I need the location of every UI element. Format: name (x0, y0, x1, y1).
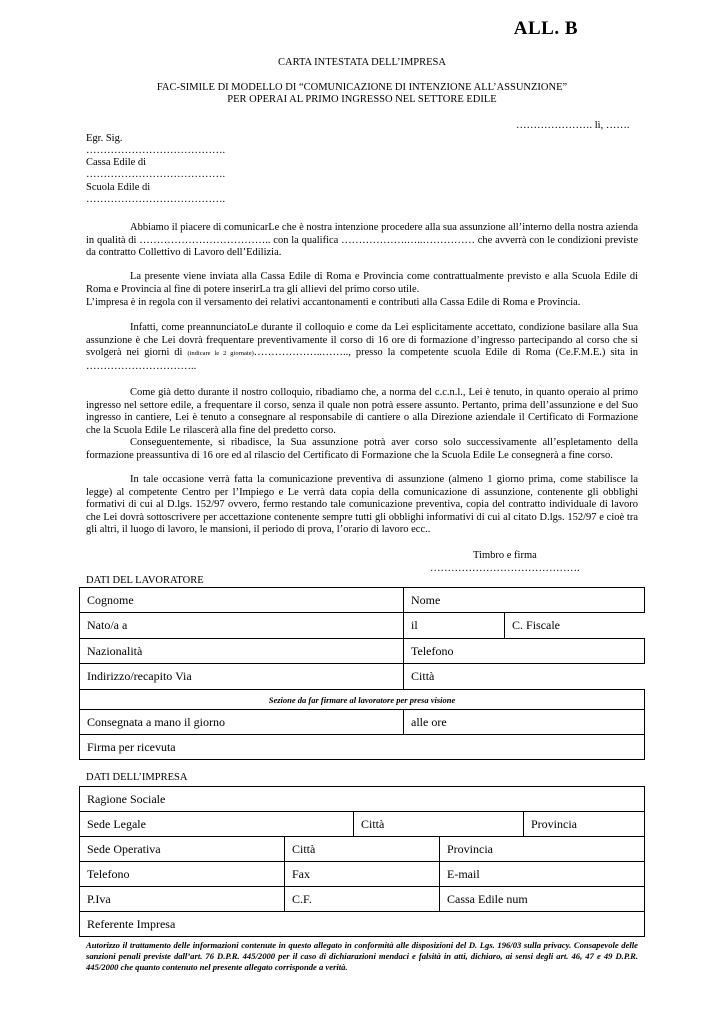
company-email-field[interactable]: E-mail (440, 862, 645, 887)
delivery-time-field[interactable]: alle ore (404, 710, 645, 735)
document-title-line1: FAC-SIMILE DI MODELLO DI “COMUNICAZIONE DI INTENZIONE ALL’ASSUNZIONE” (156, 82, 568, 93)
recipient-dots: …………………………………. (86, 145, 226, 156)
paragraph-2: La presente viene inviata alla Cassa Edile di Roma e Provincia come contrattualmente previsto e alla Scuola Edile di Roma e Provincia al fine di potere inserirLa tra gli allievi del primo corso utile. (86, 271, 638, 295)
company-fax-field[interactable]: Fax (285, 862, 440, 887)
stamp-signature-label: Timbro e firma (473, 550, 537, 561)
registered-province-field[interactable]: Provincia (524, 812, 645, 837)
company-name-field[interactable]: Ragione Sociale (80, 787, 645, 812)
worker-phone-field[interactable]: Telefono (404, 639, 645, 664)
cognome-field[interactable]: Cognome (80, 588, 404, 613)
worker-table (79, 587, 645, 760)
company-contact-field[interactable]: Referente Impresa (80, 912, 645, 937)
company-phone-field[interactable]: Telefono (80, 862, 285, 887)
vat-number-field[interactable]: P.Iva (80, 887, 285, 912)
scuola-edile-dots: …………………………………. (86, 194, 226, 205)
registered-office-field[interactable]: Sede Legale (80, 812, 354, 837)
address-field[interactable]: Indirizzo/recapito Via (80, 664, 404, 690)
paragraph-5: Conseguentemente, si ribadisce, la Sua assunzione potrà aver corso solo successivamente all’espletamento della formazione preassuntiva di 16 ore ed al rilascio del Certificato di Formazione che la Scuola Edile Le consegnerà a fine corso. (86, 437, 638, 461)
paragraph-3 (86, 322, 638, 373)
letterhead: CARTA INTESTATA DELL’IMPRESA (278, 57, 446, 68)
paragraph-2b: L’impresa è in regola con il versamento dei relativi accantonamenti e contributi alla Cassa Edile di Roma e Provincia. (86, 297, 581, 308)
operating-city-field[interactable]: Città (285, 837, 440, 862)
registered-city-field[interactable]: Città (354, 812, 524, 837)
nationality-field[interactable]: Nazionalità (80, 639, 404, 664)
paragraph-3-text-end: ………………..…….., presso la competente scuola Edile di Roma (Ce.F.M.E.) sita in ………………………….. (86, 347, 639, 372)
privacy-declaration: Autorizzo il trattamento delle informazioni contenute in questo allegato in conformità alle disposizioni del D. Lgs. 196/03 sulla privacy. Consapevole delle sanzioni penali previste dall’art. 76 D.P.R. 445/2000 per il caso di dichiarazioni mendaci e falsità in atti, dichiaro, ai sensi degli art. 46, 47 e 49 D.P.R. 445/2000 che quanto contenuto nel presente allegato corrisponde a verità. (86, 940, 638, 972)
cassa-edile-label: Cassa Edile di (86, 157, 147, 168)
company-section-title: DATI DELL’IMPRESA (86, 772, 188, 783)
paragraph-4: Come già detto durante il nostro colloquio, ribadiamo che, a norma del c.c.n.l., Lei è tenuto, in quanto operaio al primo ingresso nel settore edile, a frequentare il corso, senza il quale non potrà essere assunto. Pertanto, prima dell’assunzione e del Suo ingresso in cantiere, Lei è tenuto a consegnare al responsabile di cantiere o alla Direzione aziendale il Certificato di Formazione che la Scuola Edile Le rilascerà alla fine del predetto corso. (86, 387, 638, 436)
scuola-edile-label: Scuola Edile di (86, 182, 151, 193)
annex-label: ALL. B (513, 18, 578, 39)
nome-field[interactable]: Nome (404, 588, 645, 613)
worker-city-field[interactable]: Città (411, 669, 435, 683)
birthplace-field[interactable]: Nato/a a (80, 613, 404, 639)
operating-office-field[interactable]: Sede Operativa (80, 837, 285, 862)
operating-province-field[interactable]: Provincia (440, 837, 645, 862)
company-table (79, 786, 645, 937)
receipt-signature-field[interactable]: Firma per ricevuta (80, 735, 645, 760)
birthdate-field[interactable]: il (404, 613, 505, 638)
company-tax-code-field[interactable]: C.F. (285, 887, 440, 912)
stamp-signature-dots: ……………………………………. (430, 563, 580, 574)
paragraph-3-note: (indicare le 2 giornate) (187, 350, 254, 357)
paragraph-6: In tale occasione verrà fatta la comunicazione preventiva di assunzione (almeno 1 giorno prima, come stabilisce la legge) al competente Centro per l’Impiego e Le verrà data copia della comunicazione di assunzione, contenente gli obblighi formativi di cui al D.lgs. 152/97 ovvero, fermo restando tale comunicazione preventiva, copia del contratto individuale di lavoro che Lei dovrà sottoscrivere per accettazione contenente sempre tutti gli obblighi informativi di cui al citato D.lgs. 152/97 e cioè tra gli altri, il luogo di lavoro, le mansioni, il periodo di prova, l’orario di lavoro ecc.. (86, 474, 638, 535)
cassa-edile-dots: …………………………………. (86, 169, 226, 180)
signature-section-note: Sezione da far firmare al lavoratore per presa visione (80, 690, 645, 710)
worker-section-title: DATI DEL LAVORATORE (86, 575, 204, 586)
paragraph-1: Abbiamo il piacere di comunicarLe che è nostra intenzione procedere alla sua assunzione all’interno della nostra azienda in qualità di ……………………………….. con la qualifica ……………….…..…………… che avverrà con le condizioni previste da contratto Collettivo di Lavoro dell’Edilizia. (86, 222, 638, 258)
cassa-edile-number-field[interactable]: Cassa Edile num (440, 887, 645, 912)
delivery-date-field[interactable]: Consegnata a mano il giorno (80, 710, 404, 735)
salutation: Egr. Sig. (86, 133, 123, 144)
place-date: …………………. lì, ……. (516, 120, 630, 131)
paragraph-3-text: Infatti, come preannunciatoLe durante il colloquio e come da Lei esplicitamente accettato, condizione basilare alla Sua assunzione è che Lei dovrà frequentare preventivamente il corso di 16 ore di formazione d’ingresso partecipando al corso che si svolgerà nei giorni di (86, 322, 638, 358)
document-title-line2: PER OPERAI AL PRIMO INGRESSO NEL SETTORE EDILE (227, 94, 497, 105)
tax-code-field[interactable]: C. Fiscale (512, 618, 561, 632)
